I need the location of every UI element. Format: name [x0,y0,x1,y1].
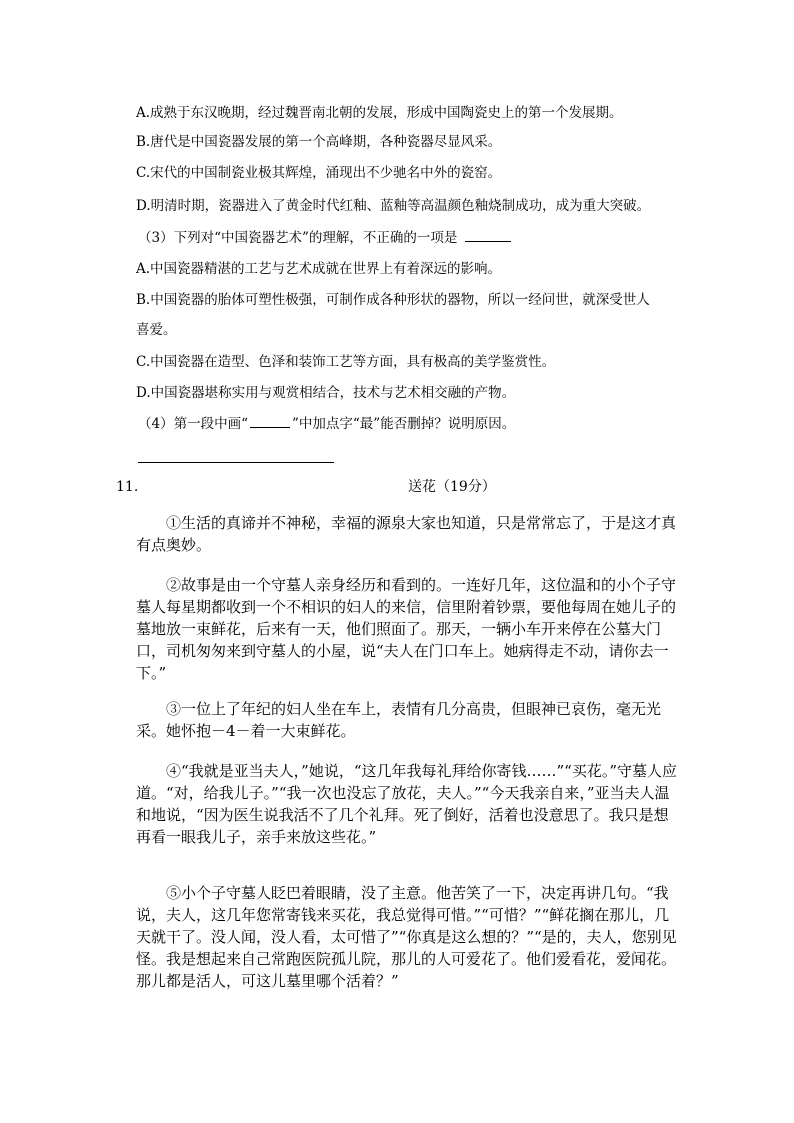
passage-paragraph-1: ①生活的真谛并不神秘，幸福的源泉大家也知道，只是常常忘了，于是这才真有点奥妙。 [136,514,677,554]
q4-answer-line[interactable] [138,462,334,463]
q3-stem-text: （3）下列对“中国瓷器艺术”的理解，不正确的一项是 [138,230,458,246]
q3-option-a: A.中国瓷器精湛的工艺与艺术成就在世界上有着深远的影响。 [136,261,502,277]
q4-suffix: ”中加点字“最”能否删掉？说明原因。 [292,416,516,432]
q4-inline-blank [250,426,290,428]
passage-paragraph-2: ②故事是由一个守墓人亲身经历和看到的。一连好几年，这位温和的小个子守墓人每星期都收到一个不相识的妇人的来信，信里附着钞票，要他每周在她儿子的墓地放一束鲜花，后来有一天，他们照面了。那天，一辆小车开来停在公墓大门口，司机匆匆来到守墓人的小屋，说“夫人在门口车上。她病得走不动，请你去一下。” [136,576,677,682]
q3-stem [138,228,678,248]
passage-paragraph-4: ④“我就是亚当夫人，”她说，“这几年我每礼拜给你寄钱……”“买花。”守墓人应道。“对，给我儿子。”“我一次也没忘了放花，夫人。”“今天我亲自来，”亚当夫人温和地说，“因为医生说我活不了几个礼拜。死了倒好，活着也没意思了。我只是想再看一眼我儿子，亲手来放这些花。” [136,762,678,846]
q2-option-d: D.明清时期，瓷器进入了黄金时代红釉、蓝釉等高温颜色釉烧制成功，成为重大突破。 [136,198,651,214]
passage-paragraph-5: ⑤小个子守墓人眨巴着眼睛，没了主意。他苦笑了一下，决定再讲几句。“我说，夫人，这几年您常寄钱来买花，我总觉得可惜。”“可惜？”“鲜花搁在那儿，几天就干了。没人闻，没人看，太可惜了”“你真是这么想的？”“是的，夫人，您别见怪。我是想起来自己常跑医院孤儿院，那儿的人可爱花了。他们爱看花，爱闻花。那儿都是活人，可这儿墓里哪个活着？” [136,884,677,990]
q11-number: 11. [116,479,139,495]
q3-option-b-cont: 喜爱。 [136,322,177,338]
q4-stem [138,414,678,434]
q3-answer-blank[interactable] [465,240,511,242]
passage-paragraph-3: ③一位上了年纪的妇人坐在车上，表情有几分高贵，但眼神已哀伤，毫无光采。她怀抱－4－着一大束鲜花。 [136,700,662,740]
q2-option-c: C.宋代的中国制瓷业极其辉煌，涌现出不少驰名中外的瓷窑。 [136,165,502,181]
passage-title: 送花（19分） [408,479,496,495]
q2-option-b: B.唐代是中国瓷器发展的第一个高峰期，各种瓷器尽显风采。 [136,134,502,150]
q4-prefix: （4）第一段中画“ [138,416,248,432]
q3-option-b: B.中国瓷器的胎体可塑性极强，可制作成各种形状的器物，所以一经问世，就深受世人 [136,292,650,308]
q2-option-a: A.成熟于东汉晚期，经过魏晋南北朝的发展，形成中国陶瓷史上的第一个发展期。 [136,105,623,121]
q3-option-d: D.中国瓷器堪称实用与观赏相结合，技术与艺术相交融的产物。 [136,385,516,401]
q3-option-c: C.中国瓷器在造型、色泽和装饰工艺等方面，具有极高的美学鉴赏性。 [136,354,556,370]
